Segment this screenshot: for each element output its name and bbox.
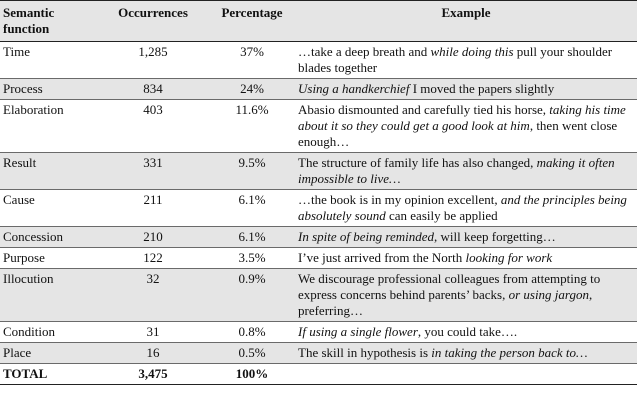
cell-semantic-function: Process (3, 81, 43, 96)
cell-semantic-function: Illocution (3, 271, 54, 286)
table-total-row (0, 364, 637, 385)
table-header-row (0, 1, 637, 42)
cell-percentage: 6.1% (238, 229, 266, 244)
cell-occurrences: 403 (143, 102, 163, 117)
example-italic-segment: in taking the person back to… (431, 345, 588, 360)
cell-example (295, 153, 637, 190)
cell-occurrences: 331 (143, 155, 163, 170)
example-text-segment: We discourage professional colleagues from attempting to express concerns behind parents’ backs, (298, 271, 601, 302)
header-percentage: Percentage (221, 5, 283, 20)
table-body (0, 42, 637, 385)
cell-occurrences: 16 (146, 345, 160, 360)
cell-semantic-function: Result (3, 155, 37, 170)
total-occurrences: 3,475 (138, 366, 168, 381)
example-italic-segment: If using a single flower (298, 324, 418, 339)
table-row (0, 248, 637, 269)
cell-example (295, 269, 637, 322)
table-row (0, 79, 637, 100)
cell-percentage: 3.5% (238, 250, 266, 265)
cell-example (295, 42, 637, 79)
table-row (0, 269, 637, 322)
example-italic-segment: making it often impossible to live… (298, 155, 615, 186)
cell-percentage: 37% (240, 44, 264, 59)
example-italic-segment: looking for work (465, 250, 553, 265)
cell-semantic-function: Concession (3, 229, 63, 244)
cell-percentage: 0.5% (238, 345, 266, 360)
cell-percentage: 0.8% (238, 324, 266, 339)
table-row (0, 42, 637, 79)
table-row (0, 153, 637, 190)
cell-occurrences: 31 (146, 324, 160, 339)
cell-example (295, 343, 637, 364)
header-example: Example (441, 5, 491, 20)
total-label: TOTAL (3, 366, 48, 381)
header-semantic-function: Semantic function (3, 5, 55, 36)
table-row (0, 322, 637, 343)
example-text-segment: I’ve just arrived from the North (298, 250, 466, 265)
example-text-segment: The skill in hypothesis is (298, 345, 432, 360)
example-italic-segment: or using jargon (508, 287, 589, 302)
example-text-segment: , you could take…. (417, 324, 518, 339)
cell-percentage: 0.9% (238, 271, 266, 286)
example-text-segment: , will keep forgetting… (434, 229, 556, 244)
cell-percentage: 24% (240, 81, 264, 96)
cell-semantic-function: Time (3, 44, 30, 59)
example-text-segment: , preferring… (298, 287, 593, 318)
table-row (0, 227, 637, 248)
table-row (0, 343, 637, 364)
cell-occurrences: 32 (146, 271, 160, 286)
example-italic-segment: taking his time about it so they could get a good look at him (298, 102, 626, 133)
cell-occurrences: 210 (143, 229, 163, 244)
example-text-segment: The structure of family life has also changed, (298, 155, 537, 170)
cell-occurrences: 122 (143, 250, 163, 265)
example-text-segment: pull your shoulder blades together (298, 44, 613, 75)
cell-percentage: 11.6% (235, 102, 269, 117)
example-text-segment: can easily be applied (385, 208, 498, 223)
total-example (295, 364, 637, 385)
example-text-segment: I moved the papers slightly (409, 81, 555, 96)
cell-semantic-function: Cause (3, 192, 35, 207)
example-text-segment: …take a deep breath and (298, 44, 431, 59)
cell-occurrences: 834 (143, 81, 163, 96)
cell-example (295, 227, 637, 248)
cell-example (295, 100, 637, 153)
example-italic-segment: and the principles being absolutely sound (298, 192, 627, 223)
header-occurrences: Occurrences (118, 5, 188, 20)
example-italic-segment: while doing this (430, 44, 514, 59)
example-italic-segment: In spite of being reminded (298, 229, 434, 244)
cell-semantic-function: Elaboration (3, 102, 64, 117)
cell-semantic-function: Place (3, 345, 32, 360)
cell-percentage: 9.5% (238, 155, 266, 170)
cell-percentage: 6.1% (238, 192, 266, 207)
example-text-segment: …the book is in my opinion excellent, (298, 192, 501, 207)
table-row (0, 100, 637, 153)
cell-semantic-function: Purpose (3, 250, 45, 265)
cell-example (295, 190, 637, 227)
cell-semantic-function: Condition (3, 324, 56, 339)
cell-occurrences: 211 (143, 192, 163, 207)
example-italic-segment: Using a handkerchief (298, 81, 410, 96)
cell-example (295, 79, 637, 100)
cell-example (295, 248, 637, 269)
total-percentage: 100% (235, 366, 269, 381)
example-text-segment: Abasio dismounted and carefully tied his horse, (298, 102, 550, 117)
example-text-segment: , then went close enough… (298, 118, 618, 149)
cell-occurrences: 1,285 (138, 44, 168, 59)
cell-example (295, 322, 637, 343)
table-row (0, 190, 637, 227)
